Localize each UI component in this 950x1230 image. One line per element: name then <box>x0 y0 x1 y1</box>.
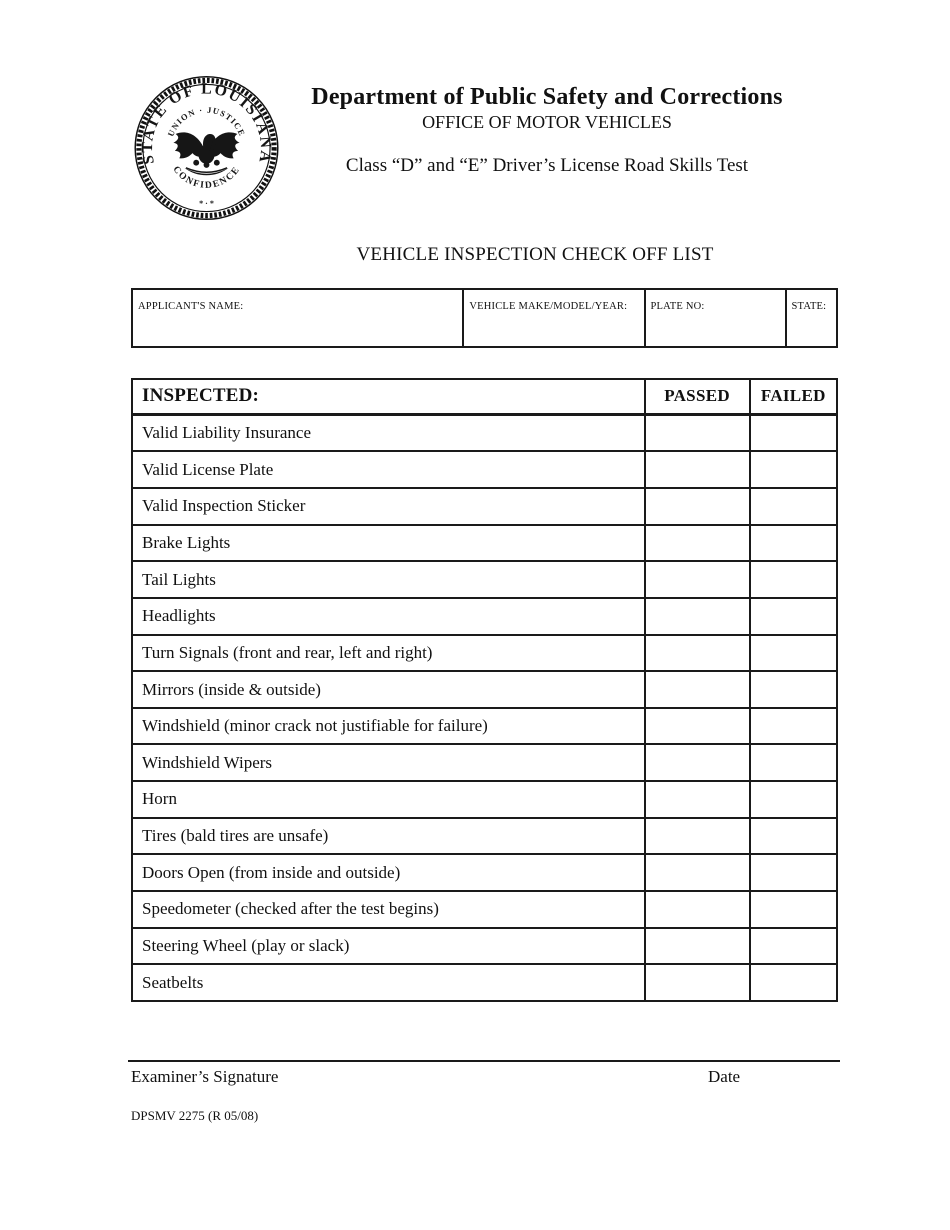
checklist-item-label: Valid Liability Insurance <box>132 414 645 451</box>
passed-cell[interactable] <box>645 964 750 1001</box>
failed-header: FAILED <box>750 379 837 414</box>
passed-cell[interactable] <box>645 414 750 451</box>
inspected-header: INSPECTED: <box>132 379 645 414</box>
checklist-row <box>132 964 837 1001</box>
passed-cell[interactable] <box>645 671 750 708</box>
state-label: STATE: <box>791 301 827 312</box>
passed-cell[interactable] <box>645 891 750 928</box>
passed-cell[interactable] <box>645 561 750 598</box>
vehicle-make-model-year-label: VEHICLE MAKE/MODEL/YEAR: <box>469 301 628 312</box>
checklist-row <box>132 891 837 928</box>
checklist-item-label: Seatbelts <box>132 964 645 1001</box>
applicant-info-row <box>132 289 837 347</box>
checklist-body <box>132 414 837 1001</box>
passed-cell[interactable] <box>645 525 750 562</box>
applicant-name-label: APPLICANT'S NAME: <box>138 301 244 312</box>
form-title: VEHICLE INSPECTION CHECK OFF LIST <box>356 244 714 265</box>
checklist-item-label: Headlights <box>132 598 645 635</box>
checklist-row <box>132 671 837 708</box>
passed-cell[interactable] <box>645 928 750 965</box>
office-subtitle: OFFICE OF MOTOR VEHICLES <box>422 112 672 132</box>
failed-cell[interactable] <box>750 708 837 745</box>
checklist-item-label: Turn Signals (front and rear, left and right) <box>132 635 645 672</box>
checklist-item-label: Speedometer (checked after the test begins) <box>132 891 645 928</box>
plate-no-cell[interactable] <box>645 289 786 347</box>
checklist-row <box>132 525 837 562</box>
applicant-info-table <box>131 288 838 348</box>
checklist-row <box>132 744 837 781</box>
test-name: Class “D” and “E” Driver’s License Road Skills Test <box>345 155 749 176</box>
checklist-item-label: Brake Lights <box>132 525 645 562</box>
examiner-signature-label: Examiner’s Signature <box>131 1067 279 1086</box>
checklist-item-label: Valid License Plate <box>132 451 645 488</box>
failed-cell[interactable] <box>750 598 837 635</box>
checklist-item-label: Doors Open (from inside and outside) <box>132 854 645 891</box>
checklist-row <box>132 451 837 488</box>
applicant-name-cell[interactable] <box>132 289 463 347</box>
signature-labels <box>131 1067 840 1087</box>
checklist-row <box>132 561 837 598</box>
checklist-item-label: Steering Wheel (play or slack) <box>132 928 645 965</box>
seal-ornament: * · * <box>199 199 214 209</box>
failed-cell[interactable] <box>750 891 837 928</box>
checklist-row <box>132 488 837 525</box>
state-cell[interactable] <box>786 289 837 347</box>
seal-ring-text: STATE OF LOUISIANA <box>139 80 275 166</box>
passed-cell[interactable] <box>645 708 750 745</box>
vehicle-make-model-year-cell[interactable] <box>463 289 644 347</box>
checklist-item-label: Windshield Wipers <box>132 744 645 781</box>
plate-no-label: PLATE NO: <box>650 301 705 312</box>
passed-cell[interactable] <box>645 854 750 891</box>
failed-cell[interactable] <box>750 414 837 451</box>
inspection-checklist-table <box>131 378 838 1002</box>
failed-cell[interactable] <box>750 525 837 562</box>
passed-cell[interactable] <box>645 451 750 488</box>
checklist-row <box>132 781 837 818</box>
checklist-row <box>132 854 837 891</box>
passed-cell[interactable] <box>645 744 750 781</box>
checklist-item-label: Windshield (minor crack not justifiable for failure) <box>132 708 645 745</box>
checklist-item-label: Tires (bald tires are unsafe) <box>132 818 645 855</box>
date-label: Date <box>708 1067 741 1086</box>
passed-cell[interactable] <box>645 598 750 635</box>
signature-line[interactable] <box>128 1060 840 1062</box>
letterhead <box>256 84 838 178</box>
pelican-icon <box>173 132 239 175</box>
checklist-row <box>132 635 837 672</box>
checklist-item-label: Horn <box>132 781 645 818</box>
failed-cell[interactable] <box>750 818 837 855</box>
passed-cell[interactable] <box>645 781 750 818</box>
failed-cell[interactable] <box>750 561 837 598</box>
checklist-row <box>132 708 837 745</box>
failed-cell[interactable] <box>750 635 837 672</box>
checklist-item-label: Tail Lights <box>132 561 645 598</box>
checklist-item-label: Mirrors (inside & outside) <box>132 671 645 708</box>
failed-cell[interactable] <box>750 854 837 891</box>
checklist-row <box>132 598 837 635</box>
passed-cell[interactable] <box>645 818 750 855</box>
checklist-row <box>132 928 837 965</box>
seal-motto-bottom: CONFIDENCE <box>170 164 243 191</box>
department-title: Department of Public Safety and Corrections <box>311 84 783 110</box>
failed-cell[interactable] <box>750 964 837 1001</box>
passed-header: PASSED <box>645 379 750 414</box>
failed-cell[interactable] <box>750 451 837 488</box>
checklist-row <box>132 818 837 855</box>
checklist-row <box>132 414 837 451</box>
form-number: DPSMV 2275 (R 05/08) <box>131 1108 259 1123</box>
seal-motto-top: UNION · JUSTICE <box>165 104 248 138</box>
passed-cell[interactable] <box>645 635 750 672</box>
failed-cell[interactable] <box>750 671 837 708</box>
failed-cell[interactable] <box>750 781 837 818</box>
failed-cell[interactable] <box>750 488 837 525</box>
checklist-header-row <box>132 379 837 414</box>
failed-cell[interactable] <box>750 744 837 781</box>
passed-cell[interactable] <box>645 488 750 525</box>
checklist-item-label: Valid Inspection Sticker <box>132 488 645 525</box>
failed-cell[interactable] <box>750 928 837 965</box>
